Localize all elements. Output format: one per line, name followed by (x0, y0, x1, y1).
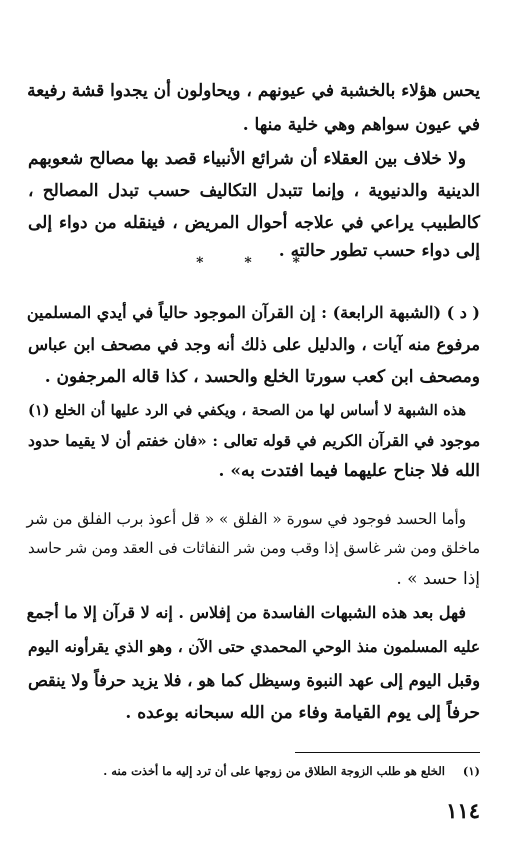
footnote (40, 762, 480, 780)
body-line: الله فلا جناح عليهما فيما افتدت به» . (218, 461, 480, 481)
body-line: موجود في القرآن الكريم في قوله تعالى : «فان خفتم أن لا يقيما حدود (28, 432, 480, 450)
body-line: فهل بعد هذه الشبهات الفاسدة من إفلاس . إنه لا قرآن إلا ما أجمع (26, 603, 466, 622)
body-line: يحس هؤلاء بالخشبة في عيونهم ، ويحاولون أن يجدوا قشة رفيعة (27, 81, 480, 101)
body-line: إلى دواء حسب تطور حالته . (278, 241, 480, 261)
footnote-number: (١) (462, 764, 480, 778)
body-line: كالطبيب يراعي في علاجه أحوال المريض ، فينقله من دواء إلى (28, 213, 480, 233)
body-line: ( د ) (الشبهة الرابعة) : إن القرآن الموجود حالياً في أيدي المسلمين (26, 303, 480, 322)
body-line: حرفاً إلى يوم القيامة وفاء من الله سبحانه بوعده . (125, 703, 480, 723)
body-line: ومصحف ابن كعب سورتا الخلع والحسد ، كذا قاله المرجفون . (44, 367, 480, 387)
section-separator: * * * (196, 255, 318, 271)
body-line: ماخلق ومن شر غاسق إذا وقب ومن شر النفاثات فى العقد ومن شر حاسد (28, 540, 480, 557)
body-line: وقبل اليوم إلى عهد النبوة وسيظل كما هو ، فلا يزيد حرفاً ولا ينقص (28, 671, 480, 690)
body-line: وأما الحسد فوجود في سورة « الفلق » « قل أعوذ برب الفلق من شر (26, 510, 466, 528)
footnote-divider (295, 752, 480, 753)
body-line: مرفوع منه آيات ، والدليل على ذلك أنه وجد في مصحف ابن عباس (28, 335, 480, 354)
body-line: هذه الشبهة لا أساس لها من الصحة ، ويكفي في الرد عليها أن الخلع (١) (28, 402, 466, 419)
body-line: في عيون سواهم وهي خلية منها . (242, 115, 480, 135)
body-line: عليه المسلمون منذ الوحي المحمدي حتى الآن ، وهو الذي يقرأونه اليوم (28, 638, 480, 656)
footnote-text: الخلع هو طلب الزوجة الطلاق من زوجها على أن ترد إليه ما أخذت منه . (103, 764, 445, 778)
page-number: ١١٤ (446, 798, 480, 823)
body-line: إذا حسد » . (396, 569, 480, 589)
body-line: ولا خلاف بين العقلاء أن شرائع الأنبياء قصد بها مصالح شعوبهم (28, 149, 466, 169)
body-line: الدينية والدنيوية ، وإنما تتبدل التكاليف حسب تبدل المصالح ، (28, 181, 480, 201)
